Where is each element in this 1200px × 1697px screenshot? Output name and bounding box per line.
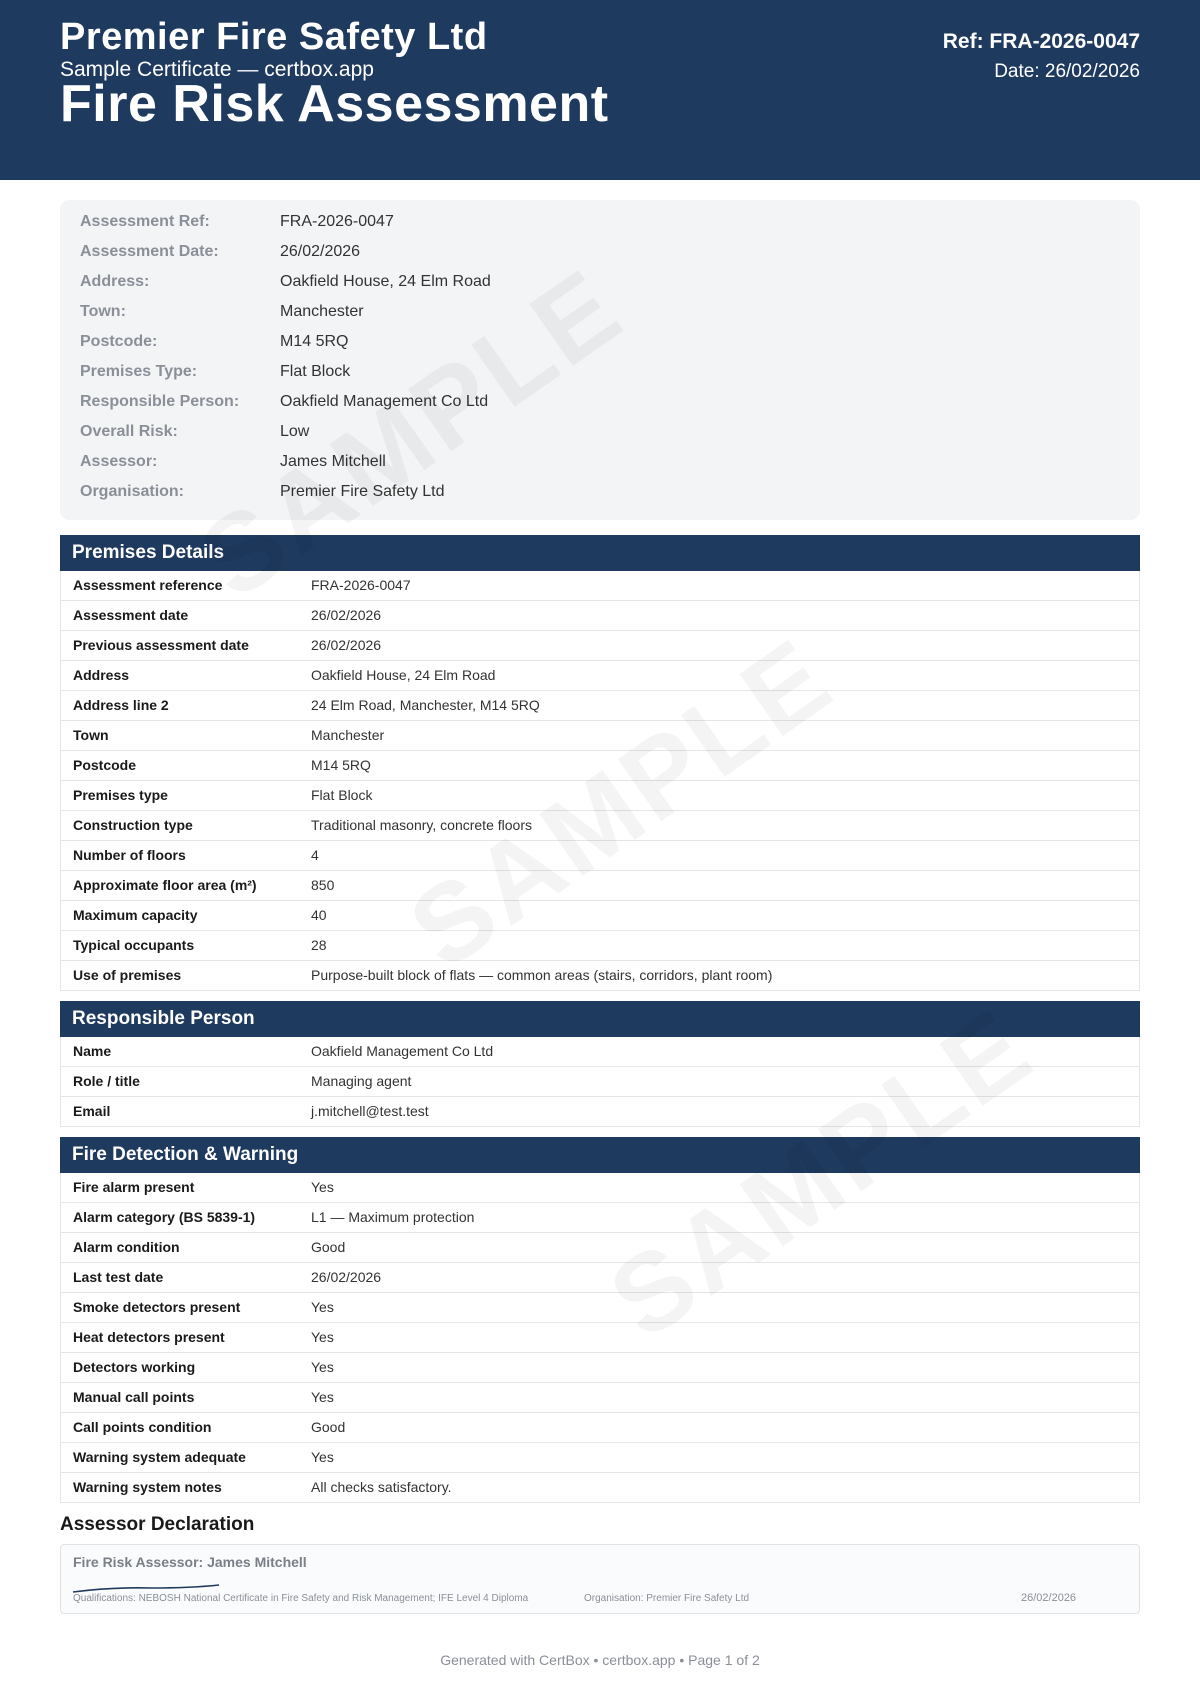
- summary-label: Responsible Person:: [80, 393, 240, 410]
- section-premises-details: [60, 535, 1140, 991]
- table-row: [60, 1173, 1140, 1203]
- row-label: Manual call points: [73, 1389, 195, 1405]
- declaration-qualifications: Qualifications: NEBOSH National Certificate in Fire Safety and Risk Management; IFE Level 4 Diploma: [73, 1593, 529, 1604]
- summary-value: Low: [280, 423, 310, 440]
- row-value: 26/02/2026: [311, 637, 382, 653]
- row-value: Yes: [311, 1329, 334, 1345]
- row-label: Assessment reference: [73, 577, 223, 593]
- table-row: [60, 1037, 1140, 1067]
- row-value: 26/02/2026: [311, 607, 382, 623]
- row-label: Alarm condition: [73, 1239, 180, 1255]
- reference-block: [943, 30, 1140, 83]
- table-row: [60, 1473, 1140, 1503]
- row-value: L1 — Maximum protection: [311, 1209, 475, 1225]
- declaration-organisation: Organisation: Premier Fire Safety Ltd: [584, 1593, 750, 1604]
- row-value: Good: [311, 1419, 346, 1435]
- row-label: Approximate floor area (m²): [73, 877, 257, 893]
- summary-value: Premier Fire Safety Ltd: [280, 483, 445, 500]
- row-value: Flat Block: [311, 787, 373, 803]
- table-row: [60, 1233, 1140, 1263]
- table-row: [60, 661, 1140, 691]
- row-value: 850: [311, 877, 335, 893]
- row-value: FRA-2026-0047: [311, 577, 411, 593]
- table-row: [60, 1383, 1140, 1413]
- row-label: Last test date: [73, 1269, 164, 1285]
- row-value: Managing agent: [311, 1073, 412, 1089]
- row-value: Yes: [311, 1389, 334, 1405]
- summary-value: Oakfield Management Co Ltd: [280, 393, 489, 410]
- table-row: [60, 721, 1140, 751]
- summary-value: James Mitchell: [280, 453, 386, 470]
- row-label: Smoke detectors present: [73, 1299, 241, 1315]
- table-row: [60, 1293, 1140, 1323]
- summary-value: Flat Block: [280, 363, 351, 380]
- row-label: Assessment date: [73, 607, 189, 623]
- row-label: Email: [73, 1103, 111, 1119]
- certificate-date: Date: 26/02/2026: [994, 61, 1140, 82]
- row-value: M14 5RQ: [311, 757, 371, 773]
- row-label: Warning system adequate: [73, 1449, 246, 1465]
- section-responsible-person: [60, 1001, 1140, 1127]
- document-title: Fire Risk Assessment: [60, 75, 609, 133]
- declaration-title: Assessor Declaration: [60, 1514, 255, 1535]
- section-title: Premises Details: [60, 535, 1140, 571]
- table-row: [60, 751, 1140, 781]
- table-row: [60, 571, 1140, 601]
- table-row: [60, 631, 1140, 661]
- summary-value: Manchester: [280, 303, 364, 320]
- row-value: All checks satisfactory.: [311, 1479, 452, 1495]
- table-row: [60, 811, 1140, 841]
- row-value: Oakfield Management Co Ltd: [311, 1043, 494, 1059]
- row-value: 24 Elm Road, Manchester, M14 5RQ: [311, 697, 540, 713]
- summary-label: Address:: [80, 273, 150, 290]
- summary-value: FRA-2026-0047: [280, 213, 394, 230]
- row-value: Oakfield House, 24 Elm Road: [311, 667, 496, 683]
- organisation-name: Premier Fire Safety Ltd: [60, 16, 488, 58]
- section-title: Fire Detection & Warning: [60, 1137, 1140, 1173]
- row-value: 40: [311, 907, 327, 923]
- reference-number: Ref: FRA-2026-0047: [942, 30, 1140, 53]
- row-value: 28: [311, 937, 327, 953]
- row-label: Construction type: [73, 817, 193, 833]
- row-value: Traditional masonry, concrete floors: [311, 817, 532, 833]
- row-label: Maximum capacity: [73, 907, 198, 923]
- table-row: [60, 1263, 1140, 1293]
- row-label: Typical occupants: [73, 937, 195, 953]
- summary-label: Assessment Date:: [80, 243, 219, 260]
- row-label: Previous assessment date: [73, 637, 249, 653]
- table-row: [60, 901, 1140, 931]
- summary-panel: [60, 200, 1140, 520]
- row-label: Detectors working: [73, 1359, 196, 1375]
- table-row: [60, 1413, 1140, 1443]
- section-title: Responsible Person: [60, 1001, 1140, 1037]
- summary-value: Oakfield House, 24 Elm Road: [280, 273, 491, 290]
- table-row: [60, 1323, 1140, 1353]
- row-value: j.mitchell@test.test: [311, 1103, 429, 1119]
- table-row: [60, 781, 1140, 811]
- section-fire-detection-warning: [60, 1137, 1140, 1503]
- row-label: Premises type: [73, 787, 168, 803]
- declaration-date: 26/02/2026: [1021, 1592, 1077, 1604]
- table-row: [60, 691, 1140, 721]
- certificate-header: [0, 0, 1200, 180]
- row-label: Warning system notes: [73, 1479, 222, 1495]
- row-label: Fire alarm present: [73, 1179, 195, 1195]
- table-row: [60, 1067, 1140, 1097]
- row-label: Name: [73, 1043, 112, 1059]
- row-value: Yes: [311, 1179, 334, 1195]
- table-row: [60, 961, 1140, 991]
- table-row: [60, 931, 1140, 961]
- declaration-box: [60, 1544, 1140, 1614]
- summary-label: Postcode:: [80, 333, 158, 350]
- row-label: Role / title: [73, 1073, 140, 1089]
- row-label: Town: [73, 727, 109, 743]
- table-row: [60, 1443, 1140, 1473]
- row-label: Postcode: [73, 757, 137, 773]
- table-row: [60, 1353, 1140, 1383]
- table-row: [60, 871, 1140, 901]
- summary-value: 26/02/2026: [280, 243, 361, 260]
- summary-label: Assessor:: [80, 453, 158, 470]
- summary-label: Overall Risk:: [80, 423, 178, 440]
- summary-value: M14 5RQ: [280, 333, 349, 350]
- table-row: [60, 601, 1140, 631]
- summary-label: Town:: [80, 303, 126, 320]
- summary-label: Organisation:: [80, 483, 185, 500]
- row-value: Yes: [311, 1359, 334, 1375]
- row-value: 26/02/2026: [311, 1269, 382, 1285]
- summary-label: Premises Type:: [80, 363, 198, 380]
- summary-label: Assessment Ref:: [80, 213, 210, 230]
- row-value: Yes: [311, 1449, 334, 1465]
- table-row: [60, 841, 1140, 871]
- row-label: Heat detectors present: [73, 1329, 225, 1345]
- table-row: [60, 1097, 1140, 1127]
- row-value: Yes: [311, 1299, 334, 1315]
- row-label: Use of premises: [73, 967, 182, 983]
- row-value: 4: [311, 847, 319, 863]
- declaration-assessor: Fire Risk Assessor: James Mitchell: [73, 1554, 307, 1570]
- row-label: Address: [73, 667, 130, 683]
- row-label: Call points condition: [73, 1419, 212, 1435]
- row-value: Manchester: [311, 727, 385, 743]
- table-row: [60, 1203, 1140, 1233]
- row-value: Purpose-built block of flats — common areas (stairs, corridors, plant room): [311, 967, 773, 983]
- certificate-subtitle: Sample Certificate — certbox.app: [60, 58, 374, 81]
- row-label: Number of floors: [73, 847, 186, 863]
- row-label: Address line 2: [73, 697, 169, 713]
- row-value: Good: [311, 1239, 346, 1255]
- row-label: Alarm category (BS 5839-1): [73, 1209, 256, 1225]
- page-footer: Generated with CertBox • certbox.app • Page 1 of 2: [440, 1652, 760, 1668]
